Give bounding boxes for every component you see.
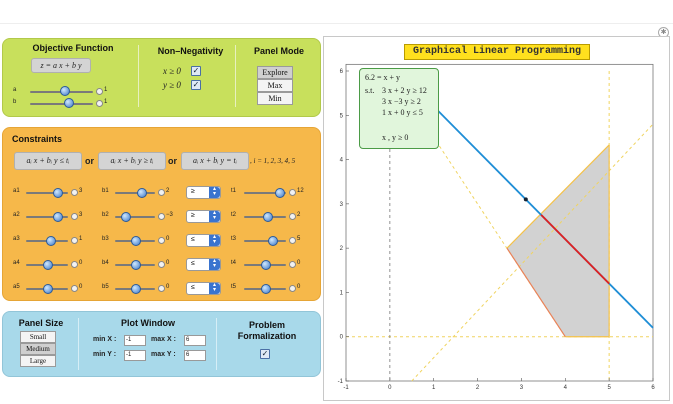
stepper-arrows-icon[interactable]: ▴ ▾ [209,187,220,198]
max-y-field[interactable]: 6 [184,350,206,361]
a1-value: 3 [79,188,83,194]
objective-panel [2,38,321,117]
slider-b-track[interactable] [30,103,93,105]
b5-label: b5 [102,284,109,290]
constraints-panel [2,127,321,301]
mode-max-button[interactable]: Max [257,79,293,92]
feasible-region [507,145,609,337]
form-geq: aᵢ x + bᵢ y ≥ tᵢ [98,152,166,170]
divider [138,45,139,107]
a3-slider-knob[interactable] [46,236,56,246]
x-tick-label: 3 [519,385,524,391]
a4-slider-knob[interactable] [43,260,53,270]
b3-plus-icon[interactable] [158,237,165,244]
problem-title: Problem [248,320,285,330]
b3-value: 0 [166,236,170,242]
formulation-objective: 6.2 = x + y [365,73,401,82]
a1-label: a1 [13,188,20,194]
constraint-2-dashed-line [412,124,653,381]
formulation-constraint-1: 3 x + 2 y ≥ 12 [382,86,427,95]
y-tick-label: 2 [339,246,343,253]
operator-select-1[interactable] [186,186,221,199]
t5-slider-knob[interactable] [261,284,271,294]
t3-label: t3 [231,236,237,242]
operator-value: ≥ [191,212,195,219]
min-x-label: min X : [93,336,117,343]
a2-plus-icon[interactable] [71,213,78,220]
size-medium-button[interactable]: Medium [20,343,56,355]
t1-slider-knob[interactable] [275,188,285,198]
formulation-nonneg: x , y ≥ 0 [382,133,409,142]
t5-value: 0 [297,284,301,290]
t2-label: t2 [231,212,237,218]
y-tick-label: 0 [339,334,343,341]
b1-plus-icon[interactable] [158,189,165,196]
t2-value: 2 [297,212,301,218]
t3-slider-track[interactable] [244,240,286,242]
b1-value: 2 [166,188,170,194]
slider-a-label: a [13,87,17,93]
mode-min-button[interactable]: Min [257,92,293,105]
panel-size-title: Panel Size [18,318,64,328]
a2-label: a2 [13,212,20,218]
x-tick-label: 0 [388,385,392,391]
form-eq: aᵢ x + bᵢ y = tᵢ [181,152,249,170]
slider-b-plus-icon[interactable] [96,100,103,107]
x-tick-label: 2 [475,385,480,391]
stepper-arrows-icon[interactable]: ▴ ▾ [209,211,220,222]
b5-value: 0 [166,284,170,290]
a3-plus-icon[interactable] [71,237,78,244]
t4-plus-icon[interactable] [289,261,296,268]
size-small-button[interactable]: Small [20,331,56,343]
divider [78,318,79,370]
operator-value: ≤ [191,236,195,243]
objective-formula: z = a x + b y [31,58,91,73]
min-y-label: min Y : [93,351,117,358]
stepper-arrows-icon[interactable]: ▴ ▾ [209,235,220,246]
operator-value: ≤ [191,260,195,267]
min-x-field[interactable]: -1 [124,335,146,346]
a1-plus-icon[interactable] [71,189,78,196]
slider-a-plus-icon[interactable] [96,88,103,95]
stepper-arrows-icon[interactable]: ▴ ▾ [209,259,220,270]
b2-value: −3 [166,212,173,218]
b2-plus-icon[interactable] [158,213,165,220]
divider [216,318,217,370]
a5-slider-knob[interactable] [43,284,53,294]
slider-b-value: 1 [104,99,108,105]
a5-label: a5 [13,284,20,290]
min-y-field[interactable]: -1 [124,350,146,361]
non-negativity-title: Non–Negativity [157,46,224,56]
b2-slider-knob[interactable] [121,212,131,222]
b3-slider-knob[interactable] [131,236,141,246]
x-tick-label: 6 [651,385,655,391]
constraints-title: Constraints [12,134,63,144]
panel-mode-title: Panel Mode [253,46,304,56]
t5-plus-icon[interactable] [289,285,296,292]
operator-value: ≥ [191,188,195,195]
t3-slider-knob[interactable] [268,236,278,246]
divider [235,45,236,107]
or-label: or [85,156,94,166]
a3-label: a3 [13,236,20,242]
max-y-label: max Y : [151,351,176,358]
formalization-checkbox[interactable]: ✓ [261,349,269,358]
slider-a-knob[interactable] [60,86,70,96]
t4-label: t4 [231,260,237,266]
x-nonneg-label: x ≥ 0 [163,66,181,76]
a4-plus-icon[interactable] [71,261,78,268]
operator-select-5[interactable] [186,282,221,295]
b5-slider-knob[interactable] [131,284,141,294]
y-tick-label: 6 [339,69,343,75]
max-x-field[interactable]: 6 [184,335,206,346]
x-nonneg-checkbox[interactable]: ✓ [192,66,200,75]
y-tick-label: 1 [339,290,343,297]
a2-slider-knob[interactable] [53,212,63,222]
t1-plus-icon[interactable] [289,189,296,196]
x-tick-label: 1 [432,385,436,391]
a4-label: a4 [13,260,20,266]
or-label: or [168,156,177,166]
y-nonneg-checkbox[interactable]: ✓ [192,80,200,89]
slider-b-knob[interactable] [64,98,74,108]
a1-slider-knob[interactable] [53,188,63,198]
b1-slider-knob[interactable] [137,188,147,198]
b2-label: b2 [102,212,109,218]
operator-select-4[interactable] [186,258,221,271]
objective-title: Objective Function [32,43,114,53]
mode-explore-button[interactable]: Explore [257,66,293,79]
b4-value: 0 [166,260,170,266]
slider-a-value: 1 [104,87,108,93]
formulation-constraint-3: 1 x + 0 y ≤ 5 [382,108,423,117]
t5-label: t5 [231,284,237,290]
b4-label: b4 [102,260,109,266]
size-large-button[interactable]: Large [20,355,56,367]
a3-value: 1 [79,236,83,242]
formulation-box [359,68,439,149]
objective-point [524,197,528,201]
b4-plus-icon[interactable] [158,261,165,268]
a5-value: 0 [79,284,83,290]
x-tick-label: 5 [607,385,611,391]
y-tick-label: 4 [339,157,343,164]
t1-value: 12 [297,188,304,194]
t4-value: 0 [297,260,301,266]
settings-panel [2,311,321,377]
window-top-bar [0,0,673,24]
a2-value: 3 [79,212,83,218]
t3-value: 5 [297,236,301,242]
b1-slider-track[interactable] [115,192,155,194]
index-note: , i = 1, 2, 3, 4, 5 [250,157,296,165]
b3-label: b3 [102,236,109,242]
operator-value: ≤ [191,284,195,291]
stepper-arrows-icon[interactable]: ▴ ▾ [209,283,220,294]
gear-icon[interactable]: ✱ [658,27,669,38]
slider-b-label: b [13,99,17,105]
b4-slider-knob[interactable] [131,260,141,270]
x-tick-label: -1 [343,385,349,391]
plot-title: Graphical Linear Programming [404,44,590,60]
y-tick-label: 3 [339,201,343,208]
t2-plus-icon[interactable] [289,213,296,220]
plot-window-title: Plot Window [121,318,175,328]
t2-slider-knob[interactable] [263,212,273,222]
a5-plus-icon[interactable] [71,285,78,292]
b1-label: b1 [102,188,109,194]
operator-select-3[interactable] [186,234,221,247]
formulation-constraint-2: 3 x −3 y ≥ 2 [382,97,421,106]
b5-plus-icon[interactable] [158,285,165,292]
t1-label: t1 [231,188,237,194]
x-tick-label: 4 [563,385,567,391]
operator-select-2[interactable] [186,210,221,223]
y-nonneg-label: y ≥ 0 [163,80,181,90]
y-tick-label: -1 [337,379,343,385]
problem-title-line2: Formalization [237,331,297,341]
max-x-label: max X : [151,336,176,343]
y-tick-label: 5 [339,113,343,120]
form-leq: aᵢ x + bᵢ y ≤ tᵢ [14,152,82,170]
t3-plus-icon[interactable] [289,237,296,244]
formulation-st: s.t. [365,86,375,95]
a4-value: 0 [79,260,83,266]
t4-slider-knob[interactable] [261,260,271,270]
